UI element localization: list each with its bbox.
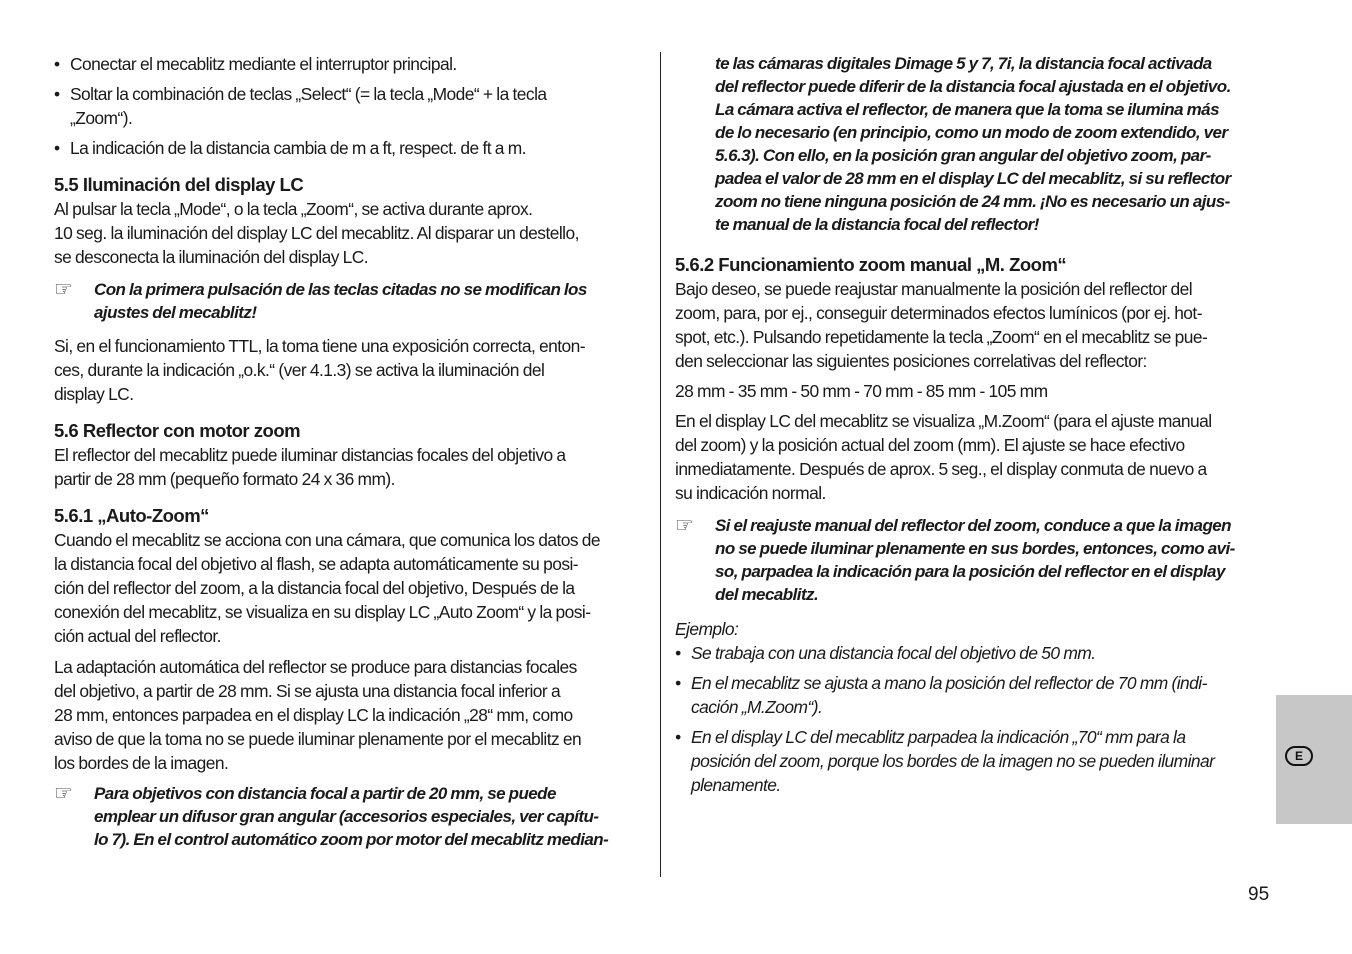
text-line: zoom, para, por ej., conseguir determinados efectos lumínicos (por ej. hot-	[675, 303, 1202, 323]
text-line: Para objetivos con distancia focal a partir de 20 mm, se puede	[94, 784, 556, 803]
text-line: te manual de la distancia focal del reflector!	[715, 215, 1039, 234]
text-line: „Zoom“).	[70, 108, 133, 128]
section-heading-5-6-2: 5.6.2 Funcionamiento zoom manual „M. Zoom“	[675, 254, 1067, 275]
text-line: Con la primera pulsación de las teclas citadas no se modifican los	[94, 280, 587, 299]
pointing-hand-icon: ☞	[675, 514, 694, 537]
note-text	[94, 782, 654, 851]
paragraph	[54, 334, 654, 406]
text-line: La cámara activa el reflector, de manera que la toma se ilumina más	[715, 100, 1219, 119]
text-line: 28 mm - 35 mm - 50 mm - 70 mm - 85 mm - 105 mm	[675, 381, 1048, 401]
note-block	[54, 278, 654, 324]
text-line: Al pulsar la tecla „Mode“, o la tecla „Zoom“, se activa durante aprox.	[54, 199, 533, 219]
bullet-item	[54, 52, 654, 76]
text-line: ces, durante la indicación „o.k.“ (ver 4.1.3) se activa la iluminación del	[54, 360, 545, 380]
text-line: • Conectar el mecablitz mediante el interruptor principal.	[70, 54, 457, 74]
text-line: cación „M.Zoom“).	[691, 697, 823, 717]
text-line: La adaptación automática del reflector se produce para distancias focales	[54, 657, 577, 677]
bullet-item	[54, 136, 654, 160]
text-line: 28 mm, entonces parpadea en el display LC la indicación „28“ mm, como	[54, 705, 573, 725]
language-badge: E	[1285, 746, 1313, 766]
note-block	[675, 514, 1275, 606]
text-line: ción actual del reflector.	[54, 626, 221, 646]
column-divider	[660, 52, 661, 877]
text-line: En el display LC del mecablitz se visualiza „M.Zoom“ (para el ajuste manual	[675, 411, 1212, 431]
paragraph	[54, 443, 654, 491]
example-item	[675, 725, 1275, 797]
text-line: te las cámaras digitales Dimage 5 y 7, 7i, la distancia focal activada	[715, 54, 1212, 73]
text-line: conexión del mecablitz, se visualiza en su display LC „Auto Zoom“ y la posi-	[54, 602, 591, 622]
paragraph	[54, 197, 654, 269]
text-line: • Soltar la combinación de teclas „Select“ (= la tecla „Mode“ + la tecla	[70, 84, 547, 104]
text-line: lo 7). En el control automático zoom por motor del mecablitz median-	[94, 830, 609, 849]
example-item	[675, 641, 1275, 665]
paragraph	[675, 409, 1275, 505]
text-line: de lo necesario (en principio, como un modo de zoom extendido, ver	[715, 123, 1228, 142]
text-line: • En el display LC del mecablitz parpadea la indicación „70“ mm para la	[691, 727, 1186, 747]
text-line: ción del reflector del zoom, a la distancia focal del objetivo, Después de la	[54, 578, 575, 598]
section-heading-5-6: 5.6 Reflector con motor zoom	[54, 420, 301, 441]
note-text	[715, 514, 1275, 606]
text-line: zoom no tiene ninguna posición de 24 mm. ¡No es necesario un ajus-	[715, 192, 1230, 211]
note-text	[94, 278, 654, 324]
pointing-hand-icon: ☞	[54, 278, 73, 301]
text-line: den seleccionar las siguientes posiciones correlativas del reflector:	[675, 351, 1147, 371]
example-item	[675, 671, 1275, 719]
text-line: • La indicación de la distancia cambia de m a ft, respect. de ft a m.	[70, 138, 526, 158]
text-line: posición del zoom, porque los bordes de la imagen no se pueden iluminar	[691, 751, 1215, 771]
zoom-positions	[675, 379, 1275, 403]
text-line: su indicación normal.	[675, 483, 826, 503]
section-heading-5-6-1: 5.6.1 „Auto-Zoom“	[54, 505, 209, 526]
section-heading-5-5: 5.5 Iluminación del display LC	[54, 174, 304, 195]
text-line: 10 seg. la iluminación del display LC del mecablitz. Al disparar un destello,	[54, 223, 579, 243]
note-block	[54, 782, 654, 851]
text-line: padea el valor de 28 mm en el display LC del mecablitz, si su reflector	[715, 169, 1231, 188]
text-line: no se puede iluminar plenamente en sus bordes, entonces, como avi-	[715, 539, 1235, 558]
text-line: los bordes de la imagen.	[54, 753, 229, 773]
text-line: la distancia focal del objetivo al flash, se adapta automáticamente su posi-	[54, 554, 579, 574]
paragraph	[675, 277, 1275, 373]
text-line: so, parpadea la indicación para la posición del reflector en el display	[715, 562, 1225, 581]
text-line: inmediatamente. Después de aprox. 5 seg., el display conmuta de nuevo a	[675, 459, 1207, 479]
left-column	[54, 52, 654, 851]
text-line: El reflector del mecablitz puede iluminar distancias focales del objetivo a	[54, 445, 566, 465]
note-continuation	[675, 52, 1275, 236]
text-line: partir de 28 mm (pequeño formato 24 x 36 mm).	[54, 469, 395, 489]
pointing-hand-icon: ☞	[54, 782, 73, 805]
text-line: Si, en el funcionamiento TTL, la toma tiene una exposición correcta, enton-	[54, 336, 586, 356]
text-line: del mecablitz.	[715, 585, 819, 604]
right-column	[675, 52, 1275, 797]
text-line: emplear un difusor gran angular (accesorios especiales, ver capítu-	[94, 807, 599, 826]
text-line: se desconecta la iluminación del display LC.	[54, 247, 369, 267]
text-line: del zoom) y la posición actual del zoom (mm). El ajuste se hace efectivo	[675, 435, 1185, 455]
paragraph	[54, 655, 654, 775]
text-line: Bajo deseo, se puede reajustar manualmente la posición del reflector del	[675, 279, 1193, 299]
text-line: display LC.	[54, 384, 134, 404]
paragraph	[54, 528, 654, 648]
text-line: del reflector puede diferir de la distancia focal ajustada en el objetivo.	[715, 77, 1231, 96]
text-line: Ejemplo:	[675, 619, 739, 639]
text-line: aviso de que la toma no se puede iluminar plenamente por el mecablitz en	[54, 729, 582, 749]
bullet-item	[54, 82, 654, 130]
text-line: del objetivo, a partir de 28 mm. Si se ajusta una distancia focal inferior a	[54, 681, 561, 701]
text-line: spot, etc.). Pulsando repetidamente la tecla „Zoom“ en el mecablitz se pue-	[675, 327, 1208, 347]
text-line: Si el reajuste manual del reflector del zoom, conduce a que la imagen	[715, 516, 1232, 535]
text-line: ajustes del mecablitz!	[94, 303, 257, 322]
text-line: • Se trabaja con una distancia focal del objetivo de 50 mm.	[691, 643, 1096, 663]
text-line: plenamente.	[691, 775, 781, 795]
example-label	[675, 617, 1275, 641]
text-line: 5.6.3). Con ello, en la posición gran angular del objetivo zoom, par-	[715, 146, 1211, 165]
page-number: 95	[1248, 884, 1270, 905]
text-line: Cuando el mecablitz se acciona con una cámara, que comunica los datos de	[54, 530, 601, 550]
text-line: • En el mecablitz se ajusta a mano la posición del reflector de 70 mm (indi-	[691, 673, 1207, 693]
